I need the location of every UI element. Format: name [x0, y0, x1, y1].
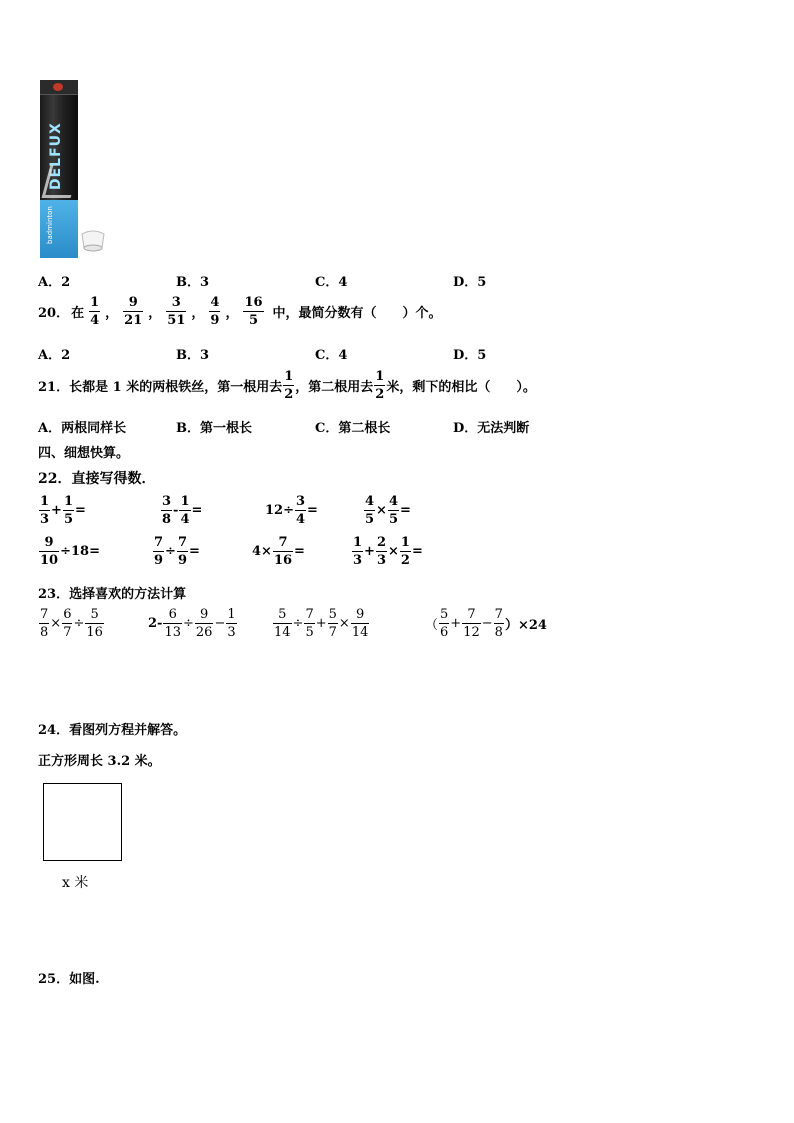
q20-option-a[interactable]: A．2: [38, 348, 71, 363]
brand-logo-icon: [53, 83, 63, 91]
tube-sub-text: badminton: [46, 206, 54, 244]
q21-fraction-2: $\frac{1}{2}$: [375, 369, 385, 402]
q21-option-b[interactable]: B．第一根长: [176, 421, 252, 436]
q19-option-d[interactable]: D．5: [453, 275, 487, 290]
q20-fraction-5: $\frac{16}{5}$: [244, 295, 263, 328]
q20-prefix: 在: [71, 306, 85, 321]
separator: ，: [105, 306, 119, 321]
q23-expression-1: $\frac{7}{8}$ × $\frac{6}{7}$ ÷ $\frac{5}{16}$: [40, 607, 103, 640]
q21-fraction-1: $\frac{1}{2}$: [284, 369, 294, 402]
tube-brand-text: DELFUX: [48, 122, 64, 190]
separator: ，: [191, 306, 205, 321]
q22-title: 22．直接写得数．: [38, 471, 156, 487]
q21-text-3: 米，剩下的相比（ ）。: [386, 380, 536, 395]
q22-item-2: $\frac{3}{8}$ - $\frac{1}{4}$ =: [162, 494, 203, 527]
q21-text-2: ，第二根用去: [295, 380, 374, 395]
shuttlecock-icon: [80, 226, 106, 252]
badminton-tube-image: [40, 80, 78, 258]
square-side-label: x 米: [62, 875, 89, 891]
q22-item-8: $\frac{1}{3}$ + $\frac{2}{3}$ × $\frac{1}{2}$ =: [353, 535, 423, 568]
q20-fraction-2: $\frac{9}{21}$: [124, 295, 143, 328]
q21-option-d[interactable]: D．无法判断: [453, 421, 530, 436]
q23-expression-4: （ $\frac{5}{6}$ + $\frac{7}{12}$ − $\frac{7}{8}$ ）×24: [425, 607, 547, 640]
q21-option-c[interactable]: C．第二根长: [315, 421, 391, 436]
q19-option-a[interactable]: A．2: [38, 275, 71, 290]
q22-item-7: 4× $\frac{7}{16}$ =: [252, 535, 305, 568]
square-figure: [43, 783, 122, 861]
q20-fraction-3: $\frac{3}{51}$: [167, 295, 186, 328]
q22-item-5: $\frac{9}{10}$ ÷18=: [40, 535, 100, 568]
q20-question: [38, 296, 442, 327]
q21-question: [38, 370, 536, 401]
q19-option-b[interactable]: B．3: [176, 275, 210, 290]
q23-expression-2: 2- $\frac{6}{13}$ ÷ $\frac{9}{26}$ − $\frac{1}{3}$: [148, 607, 236, 640]
q20-option-d[interactable]: D．5: [453, 348, 487, 363]
q24-title: 24．看图列方程并解答。: [38, 723, 187, 738]
q20-option-c[interactable]: C．4: [315, 348, 348, 363]
q20-suffix: 中，最简分数有（ ）个。: [272, 306, 442, 321]
q22-item-4: $\frac{4}{5}$ × $\frac{4}{5}$ =: [365, 494, 411, 527]
q22-item-3: 12÷ $\frac{3}{4}$ =: [265, 494, 318, 527]
q22-item-1: $\frac{1}{3}$ + $\frac{1}{5}$ =: [40, 494, 86, 527]
q21-option-a[interactable]: A．两根同样长: [38, 421, 127, 436]
q20-fraction-1: $\frac{1}{4}$: [90, 295, 100, 328]
q20-number: 20．: [38, 306, 70, 321]
q20-fraction-4: $\frac{4}{9}$: [210, 295, 220, 328]
q24-perimeter-text: 正方形周长 3.2 米。: [38, 754, 161, 769]
separator: ，: [225, 306, 239, 321]
q21-text-1: 21．长都是 1 米的两根铁丝，第一根用去: [38, 380, 283, 395]
separator: ，: [148, 306, 162, 321]
q22-item-6: $\frac{7}{9}$ ÷ $\frac{7}{9}$ =: [154, 535, 200, 568]
q20-option-b[interactable]: B．3: [176, 348, 210, 363]
q25-title: 25．如图.: [38, 972, 100, 987]
q23-title: 23．选择喜欢的方法计算: [38, 587, 187, 602]
section-4-heading: 四、细想快算。: [38, 446, 130, 461]
q19-option-c[interactable]: C．4: [315, 275, 348, 290]
q23-expression-3: $\frac{5}{14}$ ÷ $\frac{7}{5}$ + $\frac{5}{7}$ × $\frac{9}{14}$: [274, 607, 369, 640]
